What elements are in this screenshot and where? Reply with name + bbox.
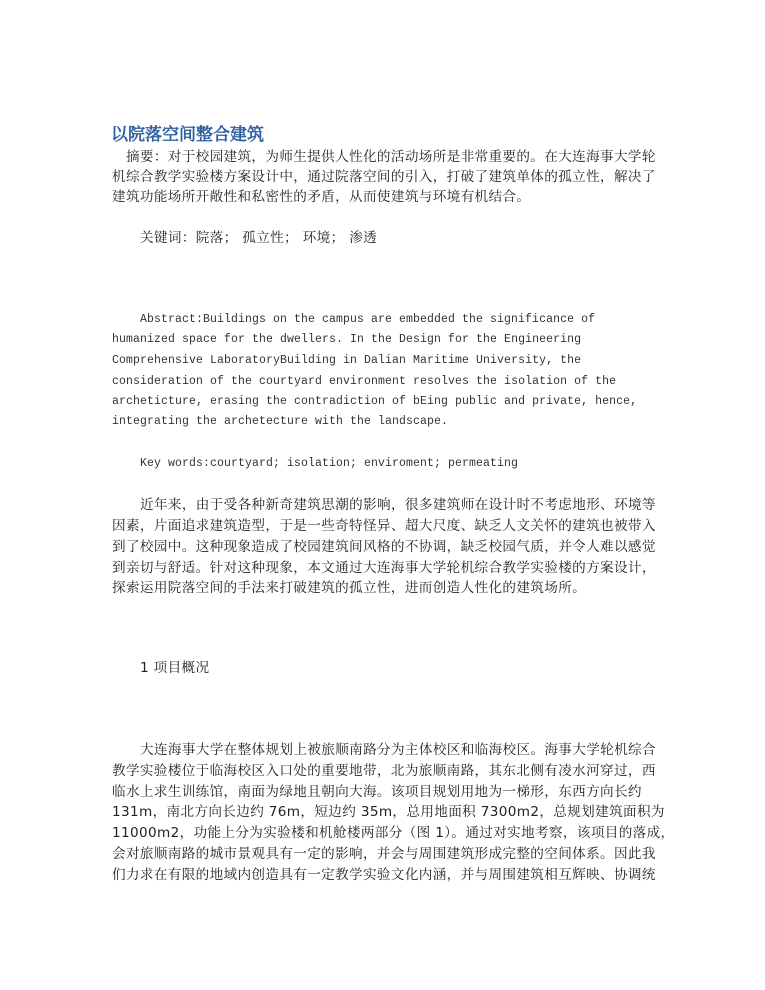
- section-line: 临水上求生训练馆，南面为绿地且朝向大海。该项目规划用地为一梯形，东西方向长约: [112, 784, 642, 800]
- abstract-en-line: humanized space for the dwellers. In the Design for the Engineering: [112, 333, 582, 346]
- intro-line: 探索运用院落空间的手法来打破建筑的孤立性，进而创造人性化的建筑场所。: [112, 580, 587, 596]
- abstract-en-line: archeticture, erasing the contradiction of bEing public and private, hence,: [112, 395, 638, 408]
- abstract-zh-line: 机综合教学实验楼方案设计中，通过院落空间的引入，打破了建筑单体的孤立性，解决了: [112, 169, 656, 185]
- section-line: 们力求在有限的地域内创造具有一定教学实验文化内涵，并与周围建筑相互辉映、协调统: [112, 867, 656, 883]
- intro-line: 到了校园中。这种现象造成了校园建筑间风格的不协调，缺乏校园气质，并令人难以感觉: [112, 539, 656, 555]
- keywords-zh: 关键词：院落； 孤立性； 环境； 渗透: [140, 230, 378, 246]
- section-heading: 1 项目概况: [140, 660, 210, 676]
- section-line: 大连海事大学在整体规划上被旅顺南路分为主体校区和临海校区。海事大学轮机综合: [140, 742, 656, 758]
- intro-line: 近年来，由于受各种新奇建筑思潮的影响，很多建筑师在设计时不考虑地形、环境等: [140, 497, 656, 513]
- abstract-en-line: consideration of the courtyard environment resolves the isolation of the: [112, 375, 617, 388]
- intro-line: 到亲切与舒适。针对这种现象，本文通过大连海事大学轮机综合教学实验楼的方案设计，: [112, 560, 656, 576]
- section-line: 会对旅顺南路的城市景观具有一定的影响，并会与周围建筑形成完整的空间体系。因此我: [112, 846, 656, 862]
- article-title: 以院落空间整合建筑: [111, 125, 264, 145]
- abstract-en-line: integrating the archetecture with the landscape.: [112, 415, 449, 428]
- abstract-zh-line: 摘要：对于校园建筑，为师生提供人性化的活动场所是非常重要的。在大连海事大学轮: [112, 149, 656, 165]
- section-line: 131m，南北方向长边约 76m，短边约 35m，总用地面积 7300m2，总规划建筑面积为: [112, 804, 665, 820]
- abstract-en-line: Comprehensive LaboratoryBuilding in Dalian Maritime University, the: [112, 354, 582, 367]
- abstract-zh-line: 建筑功能场所开敞性和私密性的矛盾，从而使建筑与环境有机结合。: [112, 189, 531, 205]
- section-line: 11000m2，功能上分为实验楼和机舱楼两部分（图 1）。通过对实地考察，该项目的落成，: [112, 825, 675, 841]
- intro-line: 因素，片面追求建筑造型，于是一些奇特怪异、超大尺度、缺乏人文关怀的建筑也被带入: [112, 518, 656, 534]
- section-line: 教学实验楼位于临海校区入口处的重要地带，北为旅顺南路，其东北侧有凌水河穿过，西: [112, 763, 656, 779]
- keywords-en: Key words:courtyard; isolation; enviroment; permeating: [140, 457, 519, 470]
- abstract-en-line: Abstract:Buildings on the campus are embedded the significance of: [140, 313, 596, 326]
